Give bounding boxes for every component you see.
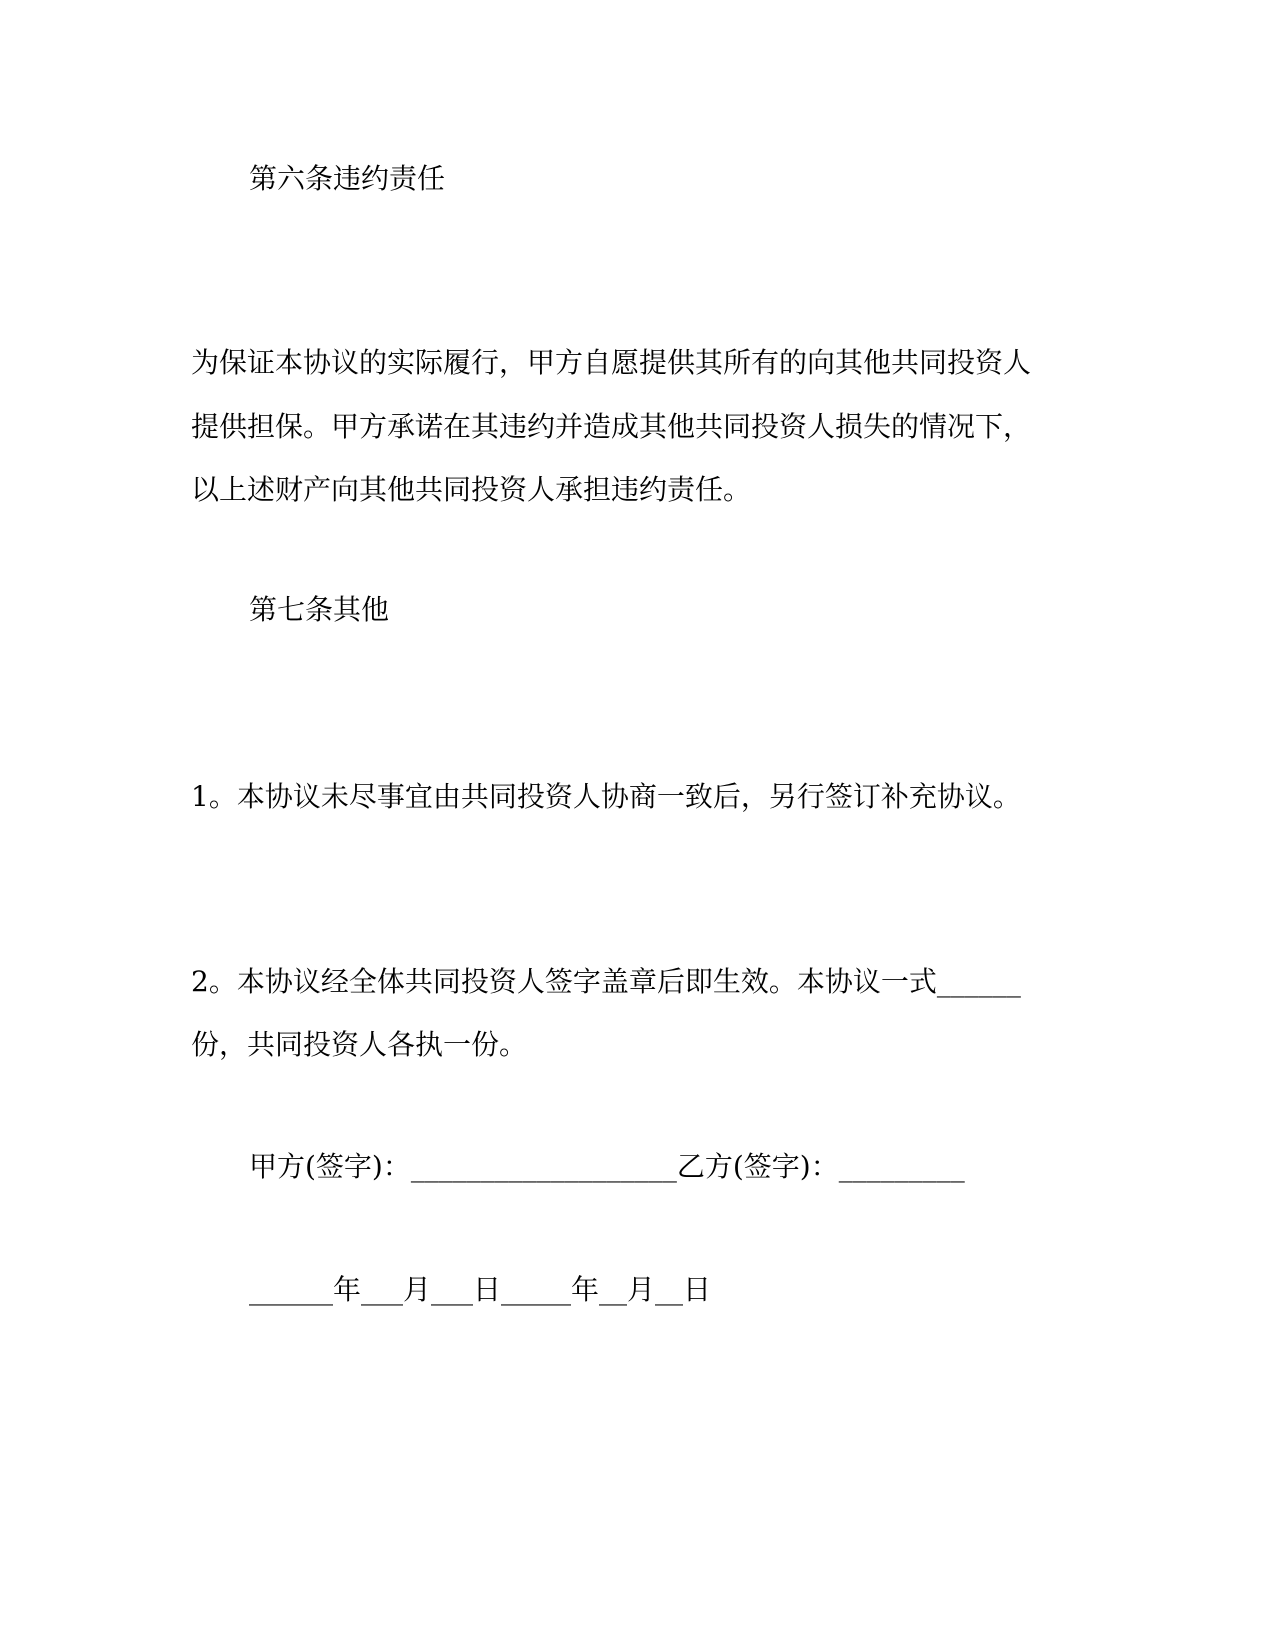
article6-heading: 第六条违约责任 xyxy=(249,162,446,195)
signature-line: 甲方(签字)：___________________乙方(签字)：_________ xyxy=(249,1150,965,1183)
signature-date-line: ______年___月___日_____年__月__日 xyxy=(249,1273,712,1306)
article6-paragraph-line-3: 以上述财产向其他共同投资人承担违约责任。 xyxy=(191,473,752,506)
article7-item-1: 1。本协议未尽事宜由共同投资人协商一致后，另行签订补充协议。 xyxy=(191,780,1021,813)
article6-paragraph-line-2: 提供担保。甲方承诺在其违约并造成其他共同投资人损失的情况下， xyxy=(191,410,1032,443)
article6-paragraph-line-1: 为保证本协议的实际履行，甲方自愿提供其所有的向其他共同投资人 xyxy=(191,346,1032,379)
article7-heading: 第七条其他 xyxy=(249,593,390,626)
article7-item-2-line-1: 2。本协议经全体共同投资人签字盖章后即生效。本协议一式______ xyxy=(191,965,1021,998)
article7-item-2-line-2: 份，共同投资人各执一份。 xyxy=(191,1028,528,1061)
